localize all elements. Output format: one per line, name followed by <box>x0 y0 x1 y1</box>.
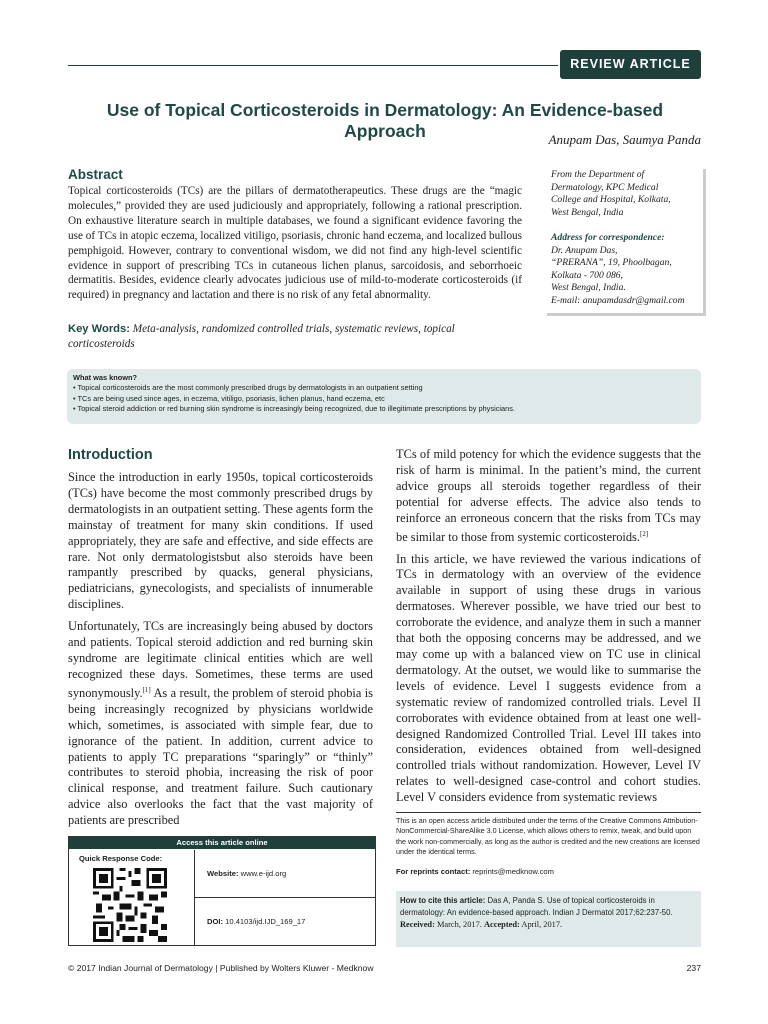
doi-link[interactable]: 10.4103/ijd.IJD_169_17 <box>225 917 306 926</box>
correspondence-line: Dr. Anupam Das, <box>551 244 618 256</box>
intro-paragraph-4: In this article, we have reviewed the various indications of TCs in dermatology with an overview of the evidence available in support of using these drugs in various dermatoses. Wherever possible, we have tried our best to corroborate the evidence, and analyze them in such a manner that both the opposing concerns may be addressed, and we may come up with a balanced view on TC use in clinical dermatology. At the outset, we would like to summarise the levels of evidence. Level I suggests evidence from a systematic review of randomized controlled trials. Level II corroborates with evidence obtained from at least one well-designed Randomized Controlled Trial. Level III takes into consideration, evidences obtained from well-designed controlled trials without randomization. However, Level IV relates to well-designed case-control and cohort studies. Level V considers evidence from systematic reviews <box>396 551 701 805</box>
correspondence-label: Address for correspondence: <box>551 232 665 243</box>
qr-code-icon[interactable] <box>93 868 167 942</box>
what-was-known-heading: What was known? <box>73 373 138 382</box>
article-type-badge: REVIEW ARTICLE <box>560 50 701 79</box>
abstract-heading: Abstract <box>68 167 123 182</box>
footer-copyright: © 2017 Indian Journal of Dermatology | Published by Wolters Kluwer - Medknow <box>68 963 374 973</box>
page-number: 237 <box>686 963 701 973</box>
citation-box <box>396 891 701 947</box>
intro-paragraph-1: Since the introduction in early 1950s, topical corticosteroids (TCs) have become the most commonly prescribed drugs by dermatologists in an outpatient setting. These agents form the mainstay of treatment for many skin conditions. If used appropriately, they are safe and effective, and side effects are rare. Not only dermatologistsbut also steroids have been rampantly prescribed by quacks, general physicians, pediatricians, gynecologists, and specialists of innumerable disciplines. <box>68 470 373 612</box>
authors: Anupam Das, Saumya Panda <box>548 132 701 147</box>
affiliation-box <box>547 169 706 316</box>
website-label: Website: <box>207 869 239 878</box>
what-was-known-box <box>67 369 701 424</box>
affiliation-line: West Bengal, India <box>551 206 624 218</box>
correspondence-line: Kolkata - 700 086, <box>551 269 623 281</box>
affiliation-line: From the Department of <box>551 169 645 180</box>
correspondence-line: West Bengal, India. <box>551 282 626 293</box>
known-item: • Topical corticosteroids are the most commonly prescribed drugs by dermatologists in an outpatient setting <box>73 383 423 393</box>
website-link[interactable]: www.e-ijd.org <box>240 869 287 878</box>
intro-paragraph-3-text: TCs of mild potency for which the evidence suggests that the risk of harm is minimal. In the patient’s mind, the current advice groups all steroids together regardless of their potential for adverse effects. The advice also tends to reinforce an erroneous concern that the risks from TCs may be similar to those from systemic corticosteroids. <box>396 447 701 544</box>
citation-label: How to cite this article: <box>400 896 486 905</box>
keywords <box>68 322 522 351</box>
license-text: This is an open access article distributed under the terms of the Creative Commons Attribution-NonCommercial-ShareAlike 3.0 License, which allows others to remix, tweak, and build upon the work non-commercially, as long as the author is credited and the new creations are licensed under the identical terms. <box>396 816 700 857</box>
intro-paragraph-2-cont: As a result, the problem of steroid phobia is being increasingly recognized by physicians worldwide which, sometimes, is associated with simple fear, due to ignorance of the patient. In addition, current advice to patients to apply TC preparations “sparingly” or “thinly” contributes to steroid phobia, increasing the risk of poor clinical response, and treatment failure. Such cautionary advice also overlooks the fact that the vast majority of patients are prescribed <box>68 685 373 828</box>
reprints-email[interactable]: reprints@medknow.com <box>472 867 554 876</box>
correspondence-email[interactable]: E-mail: anupamdasdr@gmail.com <box>551 294 685 306</box>
accepted-label: Accepted: <box>483 919 520 929</box>
left-column <box>68 470 373 835</box>
access-heading: Access this article online <box>69 837 375 849</box>
received-accepted <box>400 919 697 931</box>
reference-1[interactable]: [1] <box>142 685 151 694</box>
accepted-date: April, 2017. <box>521 919 563 929</box>
keywords-text: Meta-analysis, randomized controlled trials, systematic reviews, topical corticosteroids <box>68 323 455 350</box>
citation-text: Das A, Panda S. Use of topical corticosteroids in dermatology: An evidence-based approach. Indian J Dermatol 2017;62:237-50. <box>400 896 673 917</box>
doi-label: DOI: <box>207 917 224 926</box>
intro-paragraph-3 <box>396 447 701 546</box>
website-line <box>207 869 286 878</box>
reprints-line <box>396 867 554 876</box>
correspondence-line: “PRERANA”, 19, Phoolbagan, <box>551 257 672 268</box>
license-note <box>396 812 701 858</box>
intro-paragraph-2 <box>68 619 373 829</box>
right-column <box>396 447 701 812</box>
doi-line <box>207 917 305 926</box>
received-date: March, 2017. <box>436 919 482 929</box>
qr-label: Quick Response Code: <box>79 854 163 863</box>
known-item: • TCs are being used since ages, in eczema, vitiligo, psoriasis, lichen planus, hand eczema, etc <box>73 393 385 403</box>
reprints-label: For reprints contact: <box>396 867 471 876</box>
introduction-heading: Introduction <box>68 447 153 463</box>
known-item: • Topical steroid addiction or red burning skin syndrome is increasingly being recognized, due to illegitimate prescriptions by physicians. <box>73 403 516 413</box>
page-footer <box>68 963 701 973</box>
reference-2[interactable]: [2] <box>639 529 649 538</box>
received-label: Received: <box>400 919 435 929</box>
intro-paragraph-2-text: Unfortunately, TCs are increasingly being abused by doctors and patients. Topical steroid addiction and red burning skin syndrome are legitimate clinical entities which are well recognized these days. Sometimes, these terms are used synonymously. <box>68 619 373 700</box>
affiliation-line: Dermatology, KPC Medical <box>551 181 659 193</box>
affiliation-line: College and Hospital, Kolkata, <box>551 194 671 205</box>
keywords-label: Key Words: <box>68 323 130 335</box>
citation <box>400 895 697 919</box>
header-rule <box>68 65 558 66</box>
article-title: Use of Topical Corticosteroids in Dermatology: An Evidence-based Approach <box>106 100 664 141</box>
qr-cell <box>69 850 195 945</box>
abstract-text: Topical corticosteroids (TCs) are the pillars of dermatotherapeutics. These drugs are the “magic molecules,” provided they are used judiciously and appropriately, following a rational prescription. On exhaustive literature search in multiple databases, we found a significant evidence favoring the use of TCs in atopic eczema, localized vitiligo, psoriasis, chronic hand eczema, and localized bullous pemphigoid. However, contrary to conventional wisdom, we did not find any high-level scientific evidence in support of prescribing TCs in cutaneous lichen planus, sarcoidosis, and seborrhoeic dermatitis. Besides, evidence clearly advocates judicious use of mild-to-moderate corticosteroids (if required) in pregnancy and lactation and there is no risk of any fetal abnormality. <box>68 185 522 302</box>
access-online-box <box>68 836 376 946</box>
access-divider <box>195 897 375 898</box>
